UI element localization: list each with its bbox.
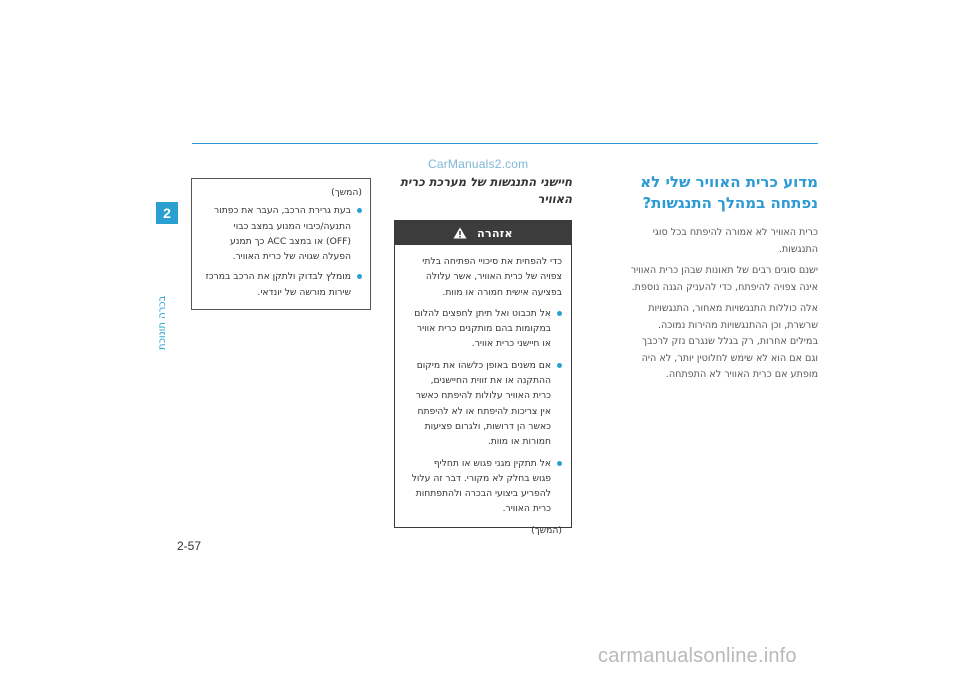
text-line: צפויה של כרית האוויר, אשר עלולה (425, 271, 562, 283)
text-line: חמורות או מוות. (487, 436, 551, 448)
text-line: מופתע אם כרית האוויר לא התפתחה. (665, 369, 818, 380)
text-line: (OFF) או במצב ACC כך תמנע (229, 235, 351, 247)
continued-warning-list (200, 203, 362, 300)
bullet-dot-icon (557, 461, 562, 466)
text-line: וגם אם הוא לא שימש לחלוטין יותר, לא היה (641, 352, 818, 364)
faq-paragraph (588, 263, 818, 296)
text-line: הפעלה שגויה של כרית האוויר. (232, 251, 351, 263)
bullet-dot-icon (357, 208, 362, 213)
faq-paragraph (588, 301, 818, 384)
section-number-tab: 2 (156, 202, 178, 224)
faq-heading-line: נפתחה במהלך התנגשות? (642, 194, 818, 212)
text-line: בעת גרירת הרכב, העבר את כפתור (214, 205, 351, 217)
text-line: אל תתקין מגני פגוש או תחליף (433, 457, 551, 469)
warning-body (395, 245, 571, 538)
text-line: במקומות בהם מותקנים כרית אוויר (416, 323, 551, 335)
bullet-dot-icon (557, 363, 562, 368)
text-line: במילים אחרות, רק בגלל שנגרם נזק לרכבך (641, 336, 818, 347)
text-line: או חיישני כרית אוויר. (471, 338, 551, 350)
warning-item (200, 269, 362, 300)
text-line: ההתקנה או את זווית החיישנים, (430, 375, 551, 387)
bullet-dot-icon (557, 311, 562, 316)
text-line: מומלץ לבדוק ולתקן את הרכב במרכז (205, 271, 351, 283)
bullet-dot-icon (357, 274, 362, 279)
faq-paragraph (588, 225, 818, 258)
faq-column (588, 172, 818, 384)
text-line: כרית האוויר עלולות להיפתח כאשר (415, 390, 551, 402)
section-side-label: בכרה תונוכת (157, 295, 168, 350)
text-line: אינה צפויה להיפתח, כדי להעניק הגנה נוספת. (631, 281, 818, 293)
warning-intro (404, 254, 562, 300)
continued-label: (המשך) (531, 524, 562, 536)
text-line: כרית האוויר. (502, 503, 551, 515)
warning-header (395, 221, 571, 245)
text-line: אם משנים באופן כלשהו את מיקום (416, 359, 551, 371)
text-line: התנגשות. (778, 243, 818, 255)
sensors-heading-line: חיישני התנגשות של מערכת כרית (400, 175, 572, 189)
text-line: כדי להפחית את סיכויי הפתיחה בלתי (422, 256, 562, 267)
text-line: כרית האוויר לא אמורה להיפתח בכל סוגי (652, 227, 818, 238)
faq-heading-line: מדוע כרית האוויר שלי לא (640, 173, 818, 191)
text-line: אל תכבוט ואל תיתן לחפצים להלום (414, 307, 551, 319)
continued-label: (המשך) (331, 187, 362, 198)
top-rule (192, 143, 818, 144)
warning-item (404, 358, 562, 450)
page-number: 2-57 (177, 539, 202, 553)
text-line: להפריע ביצועי הבכרה ולהתפתחות (415, 488, 551, 500)
warning-triangle-icon (453, 227, 467, 239)
text-line: כאשר הן דרושות, ולגרום פציעות (424, 420, 551, 432)
warning-item (404, 306, 562, 352)
warning-item (404, 456, 562, 517)
sensors-column (391, 174, 572, 536)
text-line: שרשרת, וכן ההתנגשויות מהירות נמוכה. (657, 319, 818, 331)
text-line: ישנם סוגים רבים של תאונות שבהן כרית האוויר (630, 265, 818, 276)
warning-title: אזהרה (477, 226, 513, 240)
faq-heading (588, 172, 818, 214)
text-line: אין צריכות להיפתח או לא להיפתח (417, 405, 551, 417)
sensors-heading (391, 174, 572, 208)
continued-warning-box (191, 178, 371, 310)
warning-item (200, 203, 362, 264)
text-line: בפציעה אישית חמורה או מוות. (442, 286, 562, 298)
warning-list (404, 306, 562, 517)
text-line: אלה כוללות התנגשויות מאחור, התנגשויות (648, 303, 818, 314)
text-line: פגוש בחלק לא מקורי. דבר זה עלול (411, 472, 551, 484)
text-line: שירות מורשה של יונדאי. (257, 286, 351, 298)
watermark-link[interactable]: carmanualsonline.info (598, 645, 797, 667)
site-logo[interactable]: CarManuals2.com (428, 157, 529, 171)
text-line: התנעה/כיבוי המנוע במצב כבוי (233, 220, 351, 232)
warning-box (394, 220, 572, 536)
sensors-heading-line: האוויר (537, 192, 572, 206)
